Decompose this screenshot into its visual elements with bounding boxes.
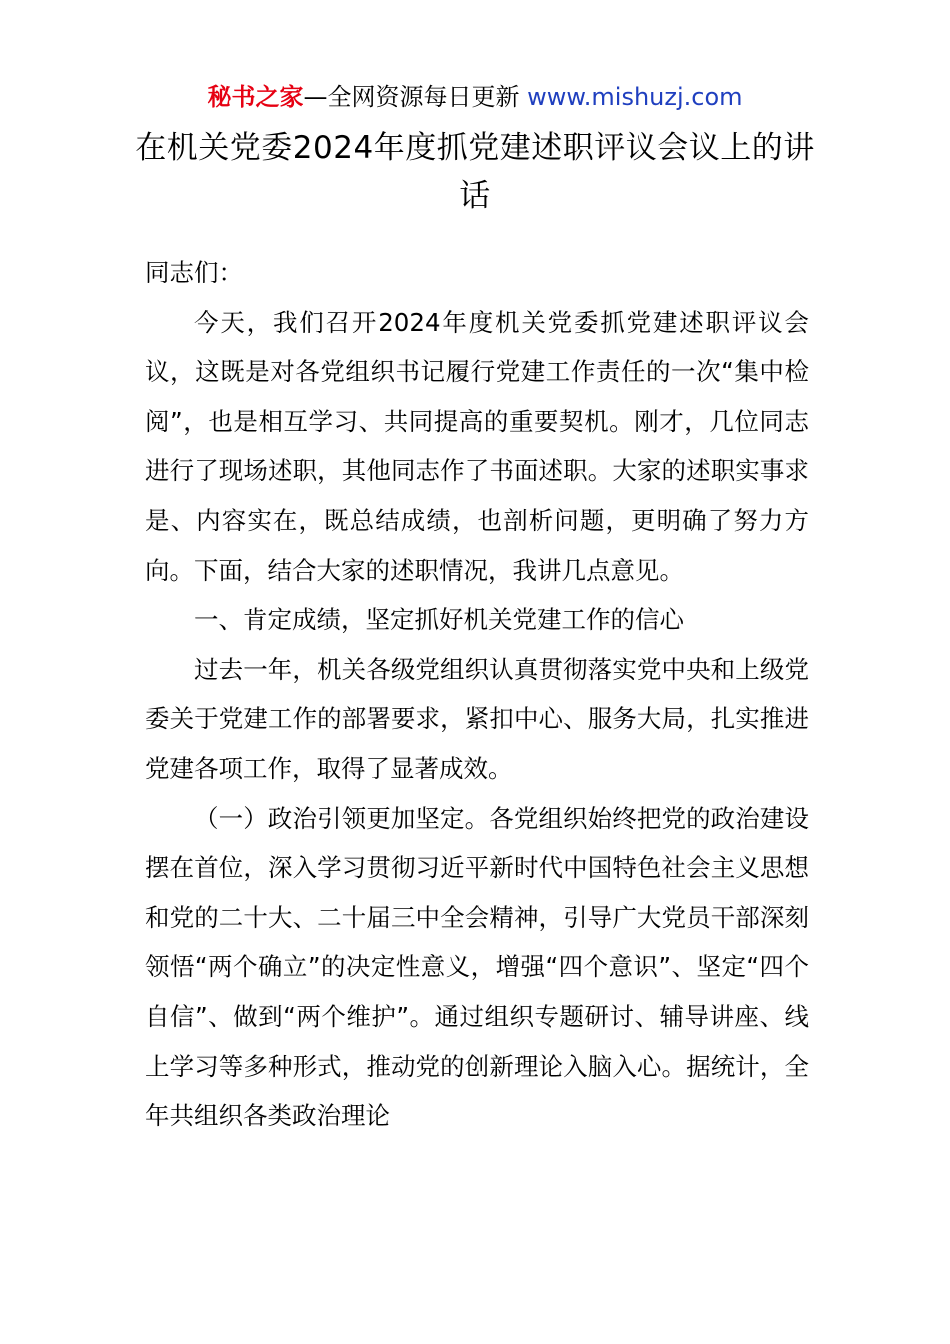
site-url-link[interactable]: www.mishuzj.com: [527, 83, 743, 111]
paragraph-achievements: 过去一年，机关各级党组织认真贯彻落实党中央和上级党委关于党建工作的部署要求，紧扣中心、服务大局，扎实推进党建各项工作，取得了显著成效。: [145, 654, 809, 783]
paragraph-intro: 今天，我们召开2024年度机关党委抓党建述职评议会议，这既是对各党组织书记履行党建工作责任的一次“集中检阅”，也是相互学习、共同提高的重要契机。刚才，几位同志进行了现场述职，其他同志作了书面述职。大家的述职实事求是、内容实在，既总结成绩，也剖析问题，更明确了努力方向。下面，结合大家的述职情况，我讲几点意见。: [145, 307, 809, 585]
section-heading-1: 一、肯定成绩，坚定抓好机关党建工作的信心: [194, 605, 684, 635]
header-tagline: —全网资源每日更新: [303, 83, 520, 111]
document-title: 在机关党委2024年度抓党建述职评议会议上的讲话: [135, 130, 815, 214]
paragraph-political-guidance: （一）政治引领更加坚定。各党组织始终把党的政治建设摆在首位，深入学习贯彻习近平新时代中国特色社会主义思想和党的二十大、二十届三中全会精神，引导广大党员干部深刻领悟“两个确立”的决定性意义，增强“四个意识”、坚定“四个自信”、做到“两个维护”。通过组织专题研讨、辅导讲座、线上学习等多种形式，推动党的创新理论入脑入心。据统计，全年共组织各类政治理论: [145, 803, 809, 1131]
brand-name: 秘书之家: [207, 83, 304, 111]
salutation: 同志们：: [145, 258, 243, 287]
document-body: [145, 248, 809, 1141]
watermark-header: [0, 80, 950, 114]
